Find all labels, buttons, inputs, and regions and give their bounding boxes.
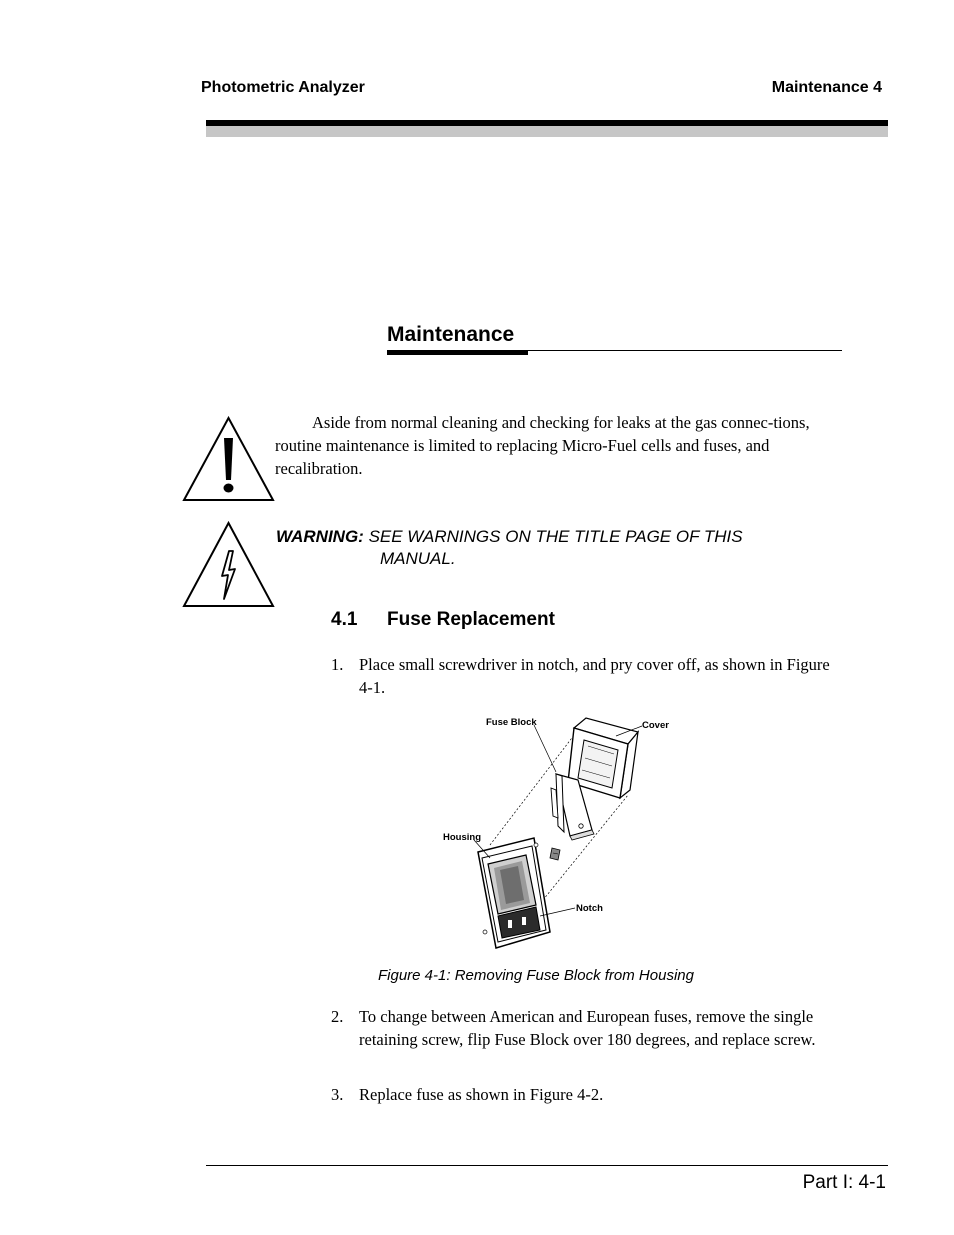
housing-label: Housing <box>443 832 481 843</box>
list-item <box>331 653 841 699</box>
step-number: 3. <box>331 1085 344 1104</box>
lightning-triangle-icon <box>182 521 275 608</box>
running-header-chapter: Maintenance 4 <box>771 79 882 96</box>
section-title: Fuse Replacement <box>387 609 555 630</box>
intro-text: Aside from normal cleaning and checking for leaks at the gas connec-tions, routine maintenance is limited to replacing Micro-Fuel cells and fuses, and recalibration. <box>275 413 810 478</box>
footer-rule <box>206 1165 888 1166</box>
housing-part <box>478 838 550 948</box>
intro-paragraph <box>275 411 840 480</box>
warning-label: WARNING: <box>276 527 364 546</box>
warning-note <box>276 526 743 570</box>
cover-label: Cover <box>642 720 669 731</box>
chapter-title: Maintenance <box>387 323 515 346</box>
step-number: 2. <box>331 1007 344 1026</box>
figure-caption: Figure 4-1: Removing Fuse Block from Housing <box>378 967 694 984</box>
retaining-screw-icon <box>550 848 560 860</box>
step-text: Place small screwdriver in notch, and pry cover off, as shown in Figure 4-1. <box>359 655 830 697</box>
notch-label: Notch <box>576 903 603 914</box>
warning-line-1: SEE WARNINGS ON THE TITLE PAGE OF THIS <box>368 527 743 546</box>
list-item <box>331 1005 841 1051</box>
header-rule-shade <box>206 126 888 137</box>
warning-line-2: MANUAL. <box>380 549 456 568</box>
step-text: To change between American and European fuses, remove the single retaining screw, flip Fuse Block over 180 degrees, and replace screw. <box>359 1007 816 1049</box>
step-text: Replace fuse as shown in Figure 4-2. <box>359 1085 604 1104</box>
list-item <box>331 1083 841 1106</box>
chapter-title-underline <box>387 350 528 355</box>
step-number: 1. <box>331 655 344 674</box>
fuse-block-figure <box>438 710 678 955</box>
exclamation-triangle-icon <box>182 416 275 502</box>
section-heading <box>331 609 555 631</box>
fuse-block-label: Fuse Block <box>486 717 537 728</box>
page-number: Part I: 4-1 <box>802 1172 886 1193</box>
section-number: 4.1 <box>331 609 358 630</box>
running-header-title: Photometric Analyzer <box>201 79 365 96</box>
